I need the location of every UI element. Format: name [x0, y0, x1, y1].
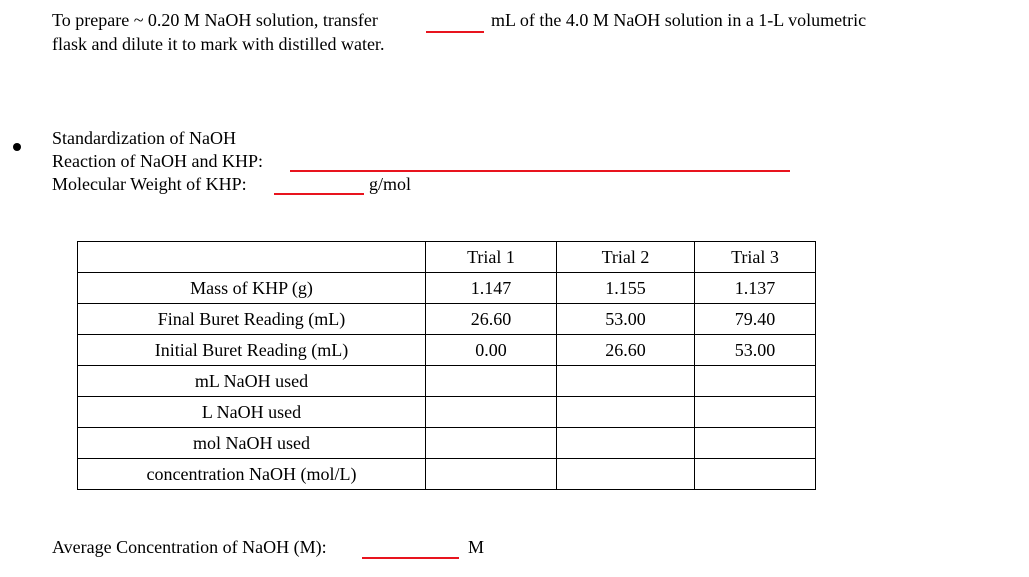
table-header-cell [78, 242, 426, 273]
table-cell[interactable]: 79.40 [695, 304, 816, 335]
row-label: mL NaOH used [78, 366, 426, 397]
table-row [78, 459, 816, 490]
molecular-weight-blank[interactable] [274, 193, 364, 195]
row-label: Initial Buret Reading (mL) [78, 335, 426, 366]
table-cell[interactable] [695, 397, 816, 428]
molecular-weight-unit: g/mol [369, 174, 412, 194]
table-header-row [78, 242, 816, 273]
standardization-heading: Standardization of NaOH [52, 128, 236, 148]
table-cell[interactable] [426, 397, 557, 428]
table-cell[interactable] [557, 366, 695, 397]
table-header-cell: Trial 3 [695, 242, 816, 273]
table-row [78, 366, 816, 397]
prep-line1-after: mL of the 4.0 M NaOH solution in a 1-L volumetric [491, 10, 867, 30]
table-cell[interactable]: 53.00 [695, 335, 816, 366]
row-label: Mass of KHP (g) [78, 273, 426, 304]
row-label: mol NaOH used [78, 428, 426, 459]
bullet-icon [13, 143, 21, 151]
table-cell[interactable]: 26.60 [426, 304, 557, 335]
prep-line1-before: To prepare ~ 0.20 M NaOH solution, transfer [52, 10, 378, 30]
table-cell[interactable] [557, 459, 695, 490]
table-cell[interactable]: 1.155 [557, 273, 695, 304]
prep-line2: flask and dilute it to mark with distilled water. [52, 34, 385, 54]
reaction-label: Reaction of NaOH and KHP: [52, 151, 263, 171]
table-cell[interactable] [557, 428, 695, 459]
average-concentration-blank[interactable] [362, 557, 459, 559]
table-row [78, 273, 816, 304]
table-row [78, 397, 816, 428]
row-label: Final Buret Reading (mL) [78, 304, 426, 335]
table-row [78, 304, 816, 335]
table-cell[interactable] [426, 366, 557, 397]
molecular-weight-label: Molecular Weight of KHP: [52, 174, 247, 194]
average-concentration-label: Average Concentration of NaOH (M): [52, 537, 327, 557]
row-label: L NaOH used [78, 397, 426, 428]
row-label: concentration NaOH (mol/L) [78, 459, 426, 490]
table-row [78, 335, 816, 366]
table-cell[interactable] [557, 397, 695, 428]
table-cell[interactable] [695, 459, 816, 490]
table-cell[interactable]: 1.147 [426, 273, 557, 304]
table-header-cell: Trial 2 [557, 242, 695, 273]
table-cell[interactable] [695, 366, 816, 397]
table-cell[interactable]: 0.00 [426, 335, 557, 366]
table-cell[interactable] [426, 459, 557, 490]
table-cell[interactable]: 1.137 [695, 273, 816, 304]
table-row [78, 428, 816, 459]
average-concentration-unit: M [468, 537, 485, 557]
table-cell[interactable] [695, 428, 816, 459]
table-cell[interactable]: 53.00 [557, 304, 695, 335]
table-header-cell: Trial 1 [426, 242, 557, 273]
table-cell[interactable]: 26.60 [557, 335, 695, 366]
table-cell[interactable] [426, 428, 557, 459]
titration-data-table [77, 241, 816, 490]
prep-volume-blank[interactable] [426, 31, 484, 33]
reaction-blank[interactable] [290, 170, 790, 172]
